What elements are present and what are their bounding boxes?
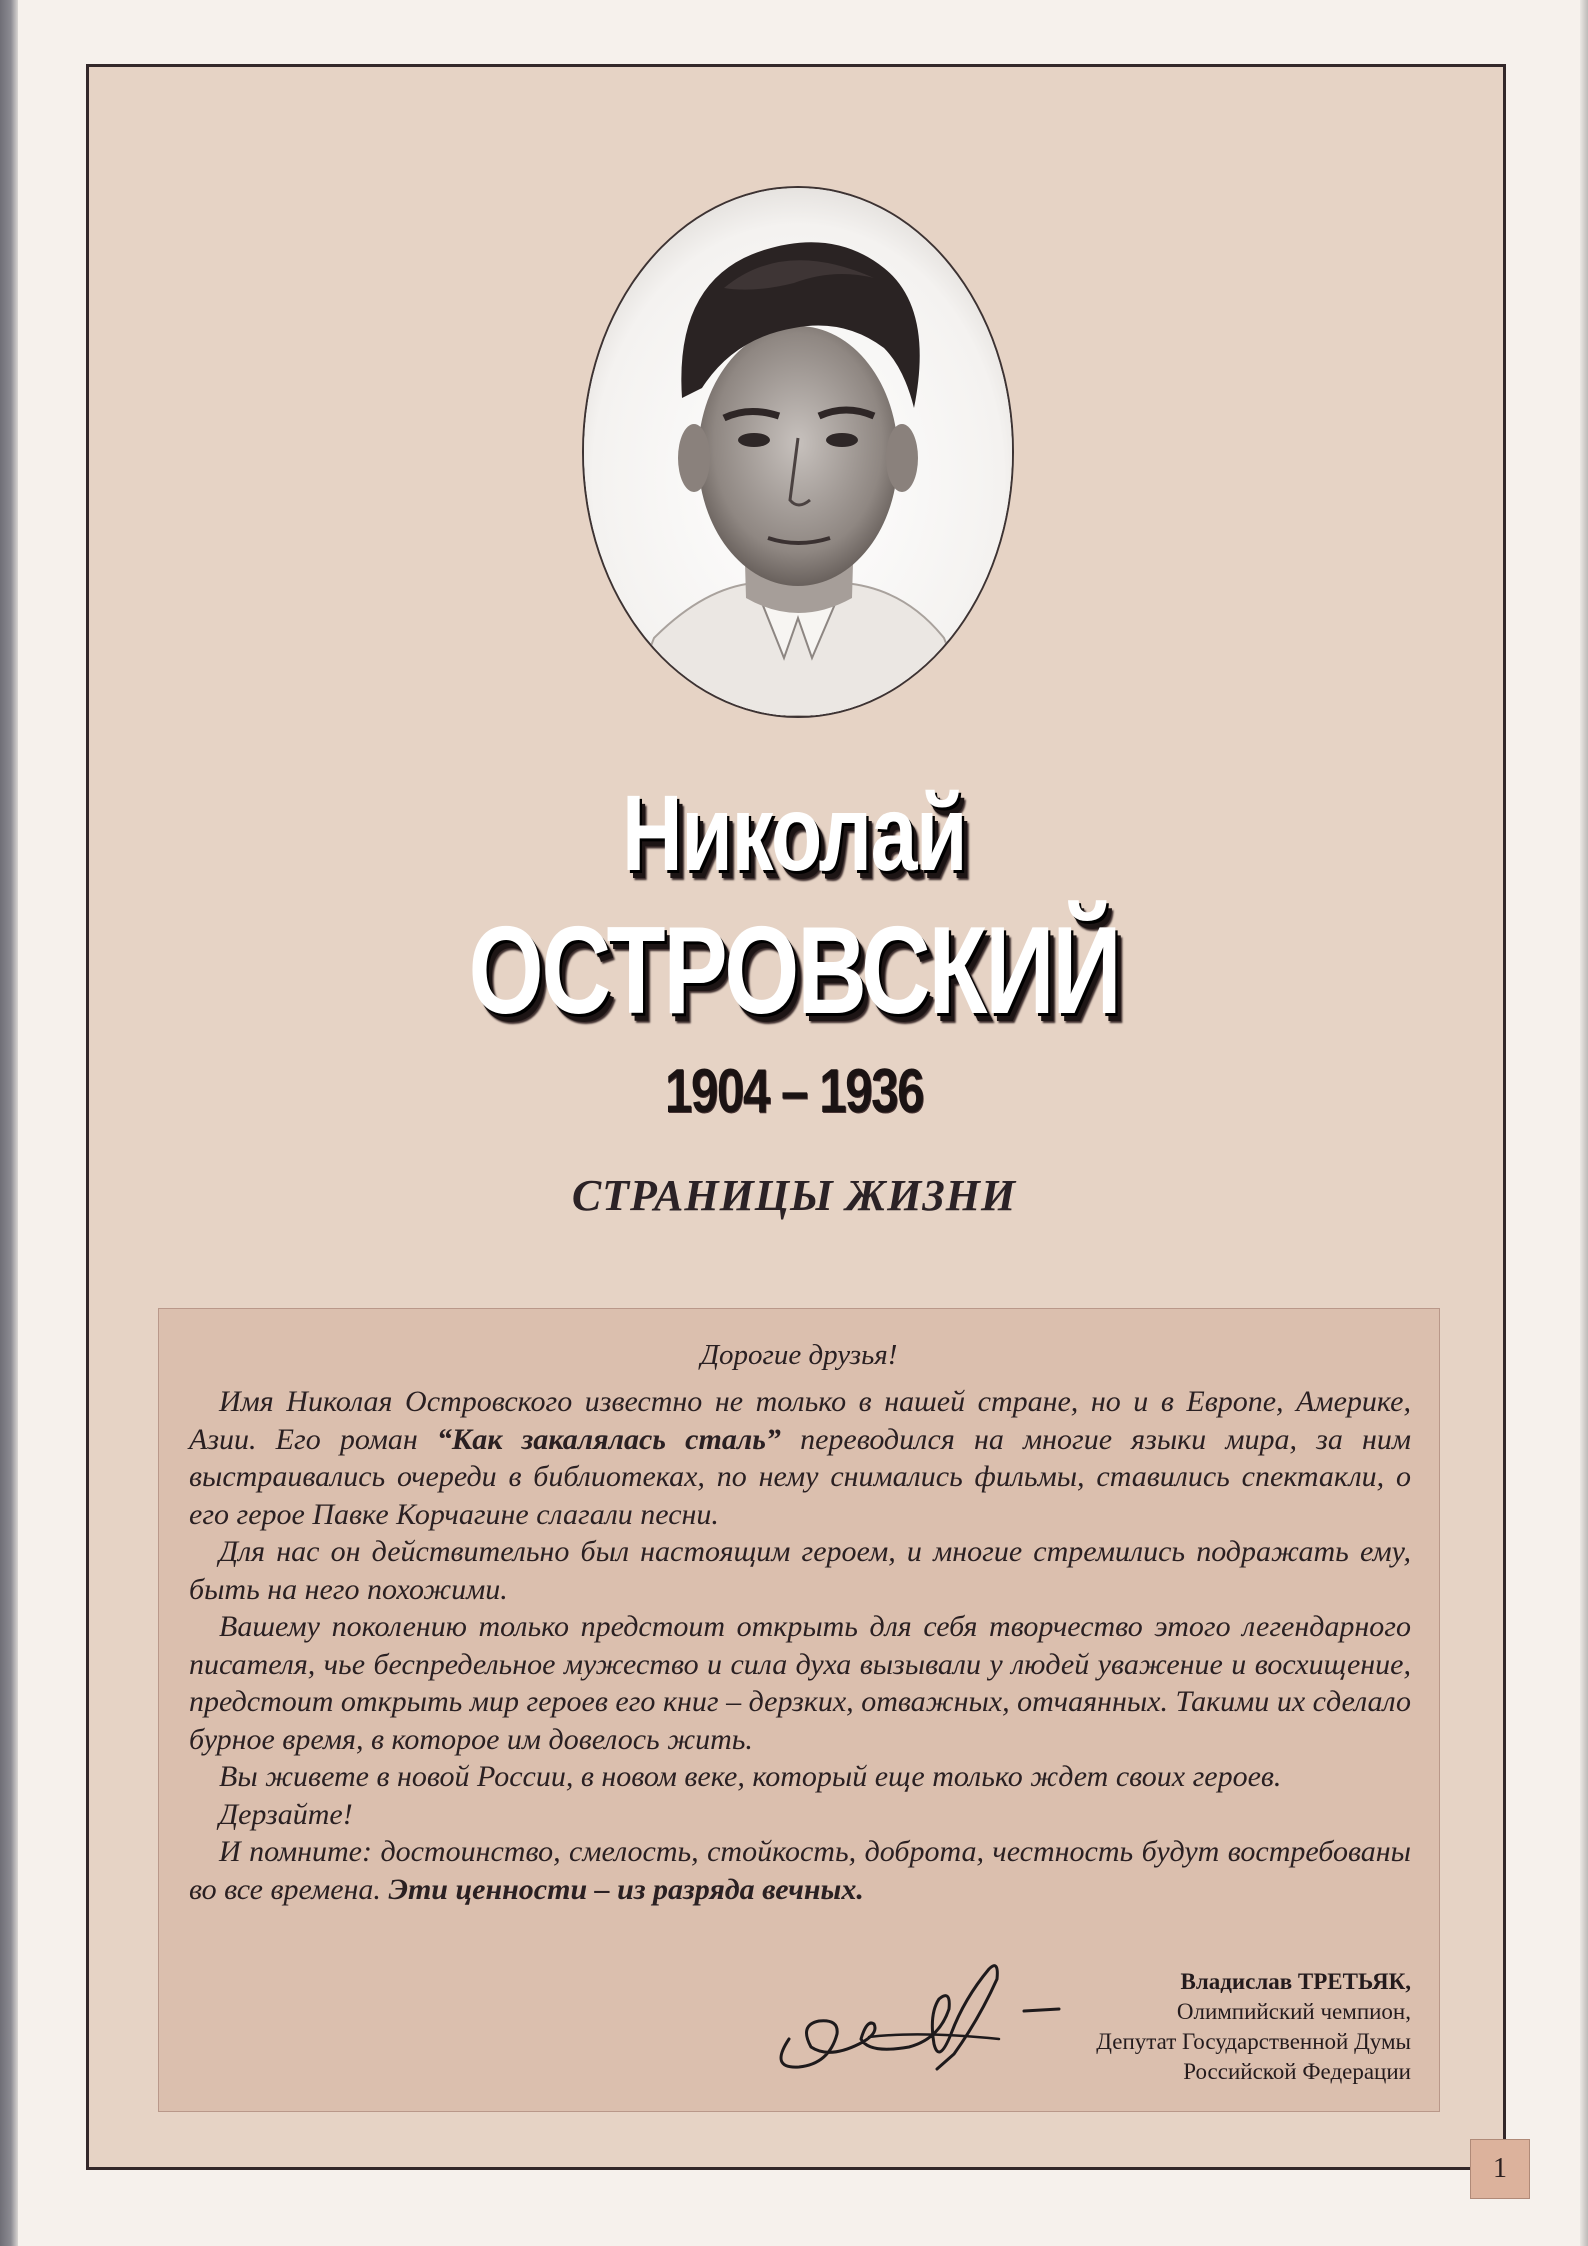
signature-icon (759, 1939, 1089, 2079)
portrait-photo (582, 186, 1014, 718)
title-first-name: Николай (621, 772, 967, 893)
portrait-photo-icon (584, 188, 1012, 716)
letter-body (189, 1383, 1411, 1908)
letter-text: переводился на многие языки мира, за ним выстраивались очереди в библиотеках, по нему снимались фильмы, ставились спектакли, о его герое Павке Корчагине слагали песни. (189, 1422, 1411, 1531)
letter-paragraph: Дерзайте! (219, 1797, 353, 1831)
subtitle: СТРАНИЦЫ ЖИЗНИ (571, 1171, 1017, 1220)
title-last-name: ОСТРОВСКИЙ (468, 902, 1120, 1040)
page-number: 1 (1470, 2139, 1530, 2199)
scan-right-edge (1580, 0, 1588, 2246)
letter-text: Имя Николая Островского известно не только в нашей стране, но и в Европе, Америке, Азии. Его роман (189, 1385, 1411, 1456)
signer-last-name: ТРЕТЬЯК, (1297, 1969, 1411, 1994)
letter-emphasis: Эти ценности – из разряда вечных. (388, 1872, 864, 1906)
letter-greeting: Дорогие друзья! (700, 1339, 898, 1371)
signer-name (1096, 1967, 1411, 1997)
letter-paragraph (189, 1383, 1411, 1533)
signer-first-name: Владислав (1180, 1969, 1298, 1994)
letter-paragraph: Вы живете в новой России, в новом веке, который еще только ждет своих героев. (219, 1760, 1282, 1793)
book-title: “Как закалялась сталь” (436, 1422, 781, 1456)
scan-left-edge (0, 0, 18, 2246)
letter-paragraph (189, 1833, 1411, 1908)
letter-text: И помните: достоинство, смелость, стойкость, доброта, честность будут востребованы во все времена. (189, 1835, 1411, 1906)
life-years: 1904 – 1936 (664, 1057, 924, 1126)
handwritten-signature (759, 1939, 1089, 2079)
signer-block (1096, 1967, 1411, 2087)
letter-box (158, 1308, 1440, 2112)
signer-title: Олимпийский чемпион, (1176, 1999, 1411, 2024)
signer-title: Депутат Государственной Думы (1096, 2029, 1411, 2054)
signer-title: Российской Федерации (1183, 2059, 1411, 2084)
letter-paragraph: Вашему поколению только предстоит открыть для себя творчество этого легендарного писателя, чье беспредельное мужество и сила духа вызывали у людей уважение и восхищение, предстоит открыть мир героев его книг – дерзких, отважных, отчаянных. Такими их сделало бурное время, в которое им довелось жить. (189, 1610, 1411, 1756)
letter-paragraph: Для нас он действительно был настоящим героем, и многие стремились подражать ему, быть на него похожими. (189, 1535, 1411, 1606)
